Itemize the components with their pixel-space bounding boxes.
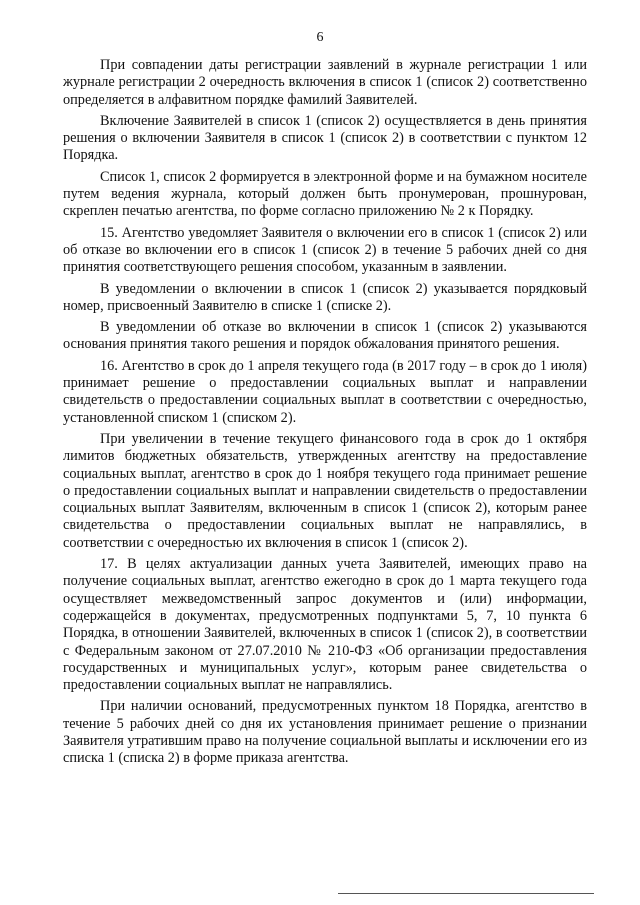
paragraph-item-16: 16. Агентство в срок до 1 апреля текущего года (в 2017 году – в срок до 1 июля) принимает решение о предоставлении социальных выплат и направлении свидетельств о предоставлении социальных выплат в соответствии с очередностью, установленной списком 1 (списком 2). <box>63 357 588 426</box>
document-body <box>63 57 587 772</box>
paragraph-item-15: 15. Агентство уведомляет Заявителя о включении его в список 1 (список 2) или об отказе во включении его в список 1 (список 2) в течение 5 рабочих дней со дня принятия соответствующего решения способом, указанным в заявлении. <box>63 224 587 276</box>
paragraph-limit-increase: При увеличении в течение текущего финансового года в срок до 1 октября лимитов бюджетных обязательств, утвержденных агентству на предоставление социальных выплат, агентство в срок до 1 ноября текущего года принимает решение о предоставлении социальных выплат и направлении свидетельств о предоставлении социальных выплат Заявителям, включенным в список 1 (список 2), которым ранее свидетельства о предоставлении социальных выплат не направлялись, в соответствии с очередностью их включения в список 1 (список 2). <box>63 430 587 551</box>
page-number: 6 <box>316 30 324 45</box>
paragraph-item-17: 17. В целях актуализации данных учета Заявителей, имеющих право на получение социальных выплат, агентство ежегодно в срок до 1 марта текущего года осуществляет межведомственный запрос документов и (или) информации, содержащейся в документах, предусмотренных подпунктами 5, 7, 10 пункта 6 Порядка, в отношении Заявителей, включенных в список 1 (список 2), в соответствии с Федеральным законом от 27.07.2010 № 210-ФЗ «Об организации предоставления государственных и муниципальных услуг», которым ранее свидетельства о предоставлении социальных выплат не направлялись. <box>63 556 587 694</box>
paragraph-registration-date-order: При совпадении даты регистрации заявлений в журнале регистрации 1 или журнале регистрации 2 очередность включения в список 1 (список 2) соответственно определяется в алфавитном порядке фамилий Заявителей. <box>63 57 587 108</box>
paragraph-refusal-notice: В уведомлении об отказе во включении в список 1 (список 2) указываются основания принятия такого решения и порядок обжалования принятого решения. <box>63 319 587 353</box>
bottom-divider <box>338 893 594 894</box>
paragraph-inclusion-notice: В уведомлении о включении в список 1 (список 2) указывается порядковый номер, присвоенный Заявителю в списке 1 (списке 2). <box>63 280 587 314</box>
paragraph-inclusion-day: Включение Заявителей в список 1 (список 2) осуществляется в день принятия решения о включении Заявителя в список 1 (список 2) в соответствии с пунктом 12 Порядка. <box>63 112 587 164</box>
paragraph-list-formation: Список 1, список 2 формируется в электронной форме и на бумажном носителе путем ведения журнала, который должен быть пронумерован, прошнурован, скреплен печатью агентства, по форме согласно приложению № 2 к Порядку. <box>63 168 587 220</box>
paragraph-exclusion: При наличии оснований, предусмотренных пунктом 18 Порядка, агентство в течение 5 рабочих дней со дня их установления принимает решение о признании Заявителя утратившим право на получение социальной выплаты и исключении его из списка 1 (списка 2) в форме приказа агентства. <box>63 698 587 767</box>
